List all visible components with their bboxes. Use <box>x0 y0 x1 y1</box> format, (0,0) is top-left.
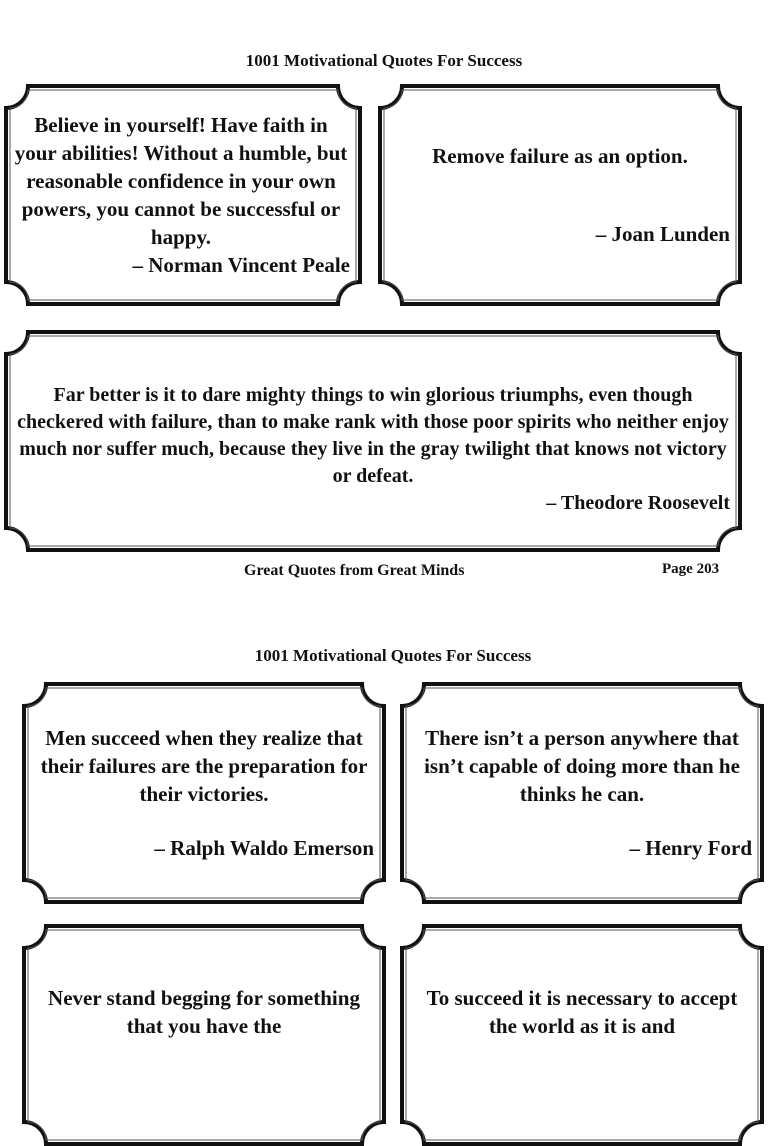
quote-card <box>4 84 362 306</box>
quote-text: Believe in yourself! Have faith in your abilities! Without a humble, but reasonable confidence in your own powers, you cannot be successful or happy. <box>14 113 348 249</box>
page-header: 1001 Motivational Quotes For Success <box>245 51 523 70</box>
quote-author: – Henry Ford <box>629 836 752 860</box>
page-footer-title: Great Quotes from Great Minds <box>244 562 465 579</box>
quote-text: Men succeed when they realize that their failures are the preparation for their victories. <box>40 726 368 806</box>
quote-card <box>400 924 764 1146</box>
quote-text: Never stand begging for something that you have the <box>48 986 360 1038</box>
quote-author: – Joan Lunden <box>595 222 730 246</box>
quote-text: To succeed it is necessary to accept the world as it is and <box>426 986 738 1038</box>
quote-author: – Norman Vincent Peale <box>132 253 350 277</box>
quote-card <box>22 924 386 1146</box>
quote-card <box>4 330 742 552</box>
page-header: 1001 Motivational Quotes For Success <box>254 646 532 665</box>
quote-card <box>22 682 386 904</box>
quote-text: Far better is it to dare mighty things to win glorious triumphs, even though checkered with failure, than to make rank with those poor spirits who neither enjoy much nor suffer much, because they live in the gray twilight that knows not victory or defeat. <box>17 383 729 487</box>
quote-author: – Theodore Roosevelt <box>546 491 730 514</box>
quote-card <box>378 84 742 306</box>
quote-author: – Ralph Waldo Emerson <box>154 836 374 860</box>
quote-card <box>400 682 764 904</box>
quote-text: There isn’t a person anywhere that isn’t capable of doing more than he thinks he can. <box>424 726 740 806</box>
page-number: Page 203 <box>662 561 720 577</box>
quote-text: Remove failure as an option. <box>432 144 688 168</box>
